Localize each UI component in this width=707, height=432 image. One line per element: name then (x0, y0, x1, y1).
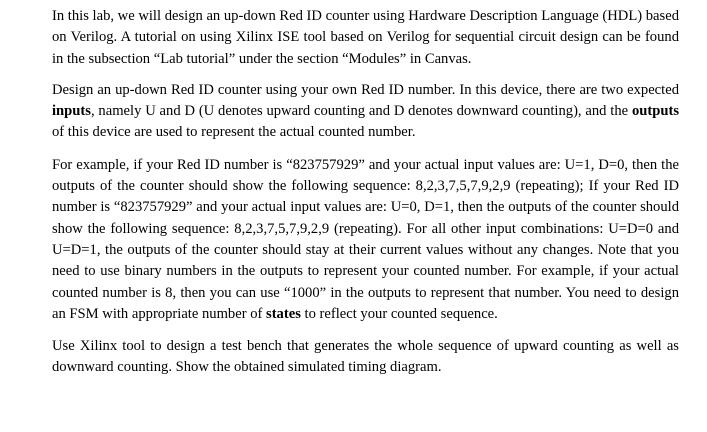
example-paragraph (52, 155, 679, 325)
design-text-2: , namely U and D (U denotes upward counting and D denotes downward counting), and the (90, 103, 632, 120)
outputs-bold: outputs (631, 103, 679, 120)
design-paragraph (52, 80, 679, 144)
design-text-3: of this device are used to represent the actual counted number. (52, 124, 416, 141)
design-text-1: Design an up-down Red ID counter using your own Red ID number. In this device, there are two expected (52, 81, 679, 98)
intro-paragraph: In this lab, we will design an up-down Red ID counter using Hardware Description Language (HDL) based on Verilog. A tutorial on using Xilinx ISE tool based on Verilog for sequential circuit design can be found in the subsection “Lab tutorial” under the section “Modules” in Canvas. (52, 8, 679, 67)
example-text-2: to reflect your counted sequence. (300, 305, 498, 322)
document-body (52, 6, 679, 379)
inputs-bold: inputs (52, 103, 91, 120)
testbench-paragraph: Use Xilinx tool to design a test bench that generates the whole sequence of upward counting as well as downward counting. Show the obtained simulated timing diagram. (52, 338, 679, 376)
example-text-1: For example, if your Red ID number is “823757929” and your actual input values are: U=1, D=0, then the outputs of the counter should show the following sequence: 8,2,3,7,5,7,9,2,9 (repeating); If your Red ID number is “823757929” and your actual input values are: U=0, D=1, then the outputs of the counter should show the following sequence: 8,2,3,7,5,7,9,2,9 (repeating). For all other input combinations: U=D=0 and U=D=1, the outputs of the counter should stay at their current values without any changes. Note that you need to use binary numbers in the outputs to represent your counted number. For example, if your actual counted number is 8, then you can use “1000” in the outputs to represent that number. You need to design an FSM with appropriate number of (52, 156, 679, 322)
states-bold: states (266, 305, 301, 322)
